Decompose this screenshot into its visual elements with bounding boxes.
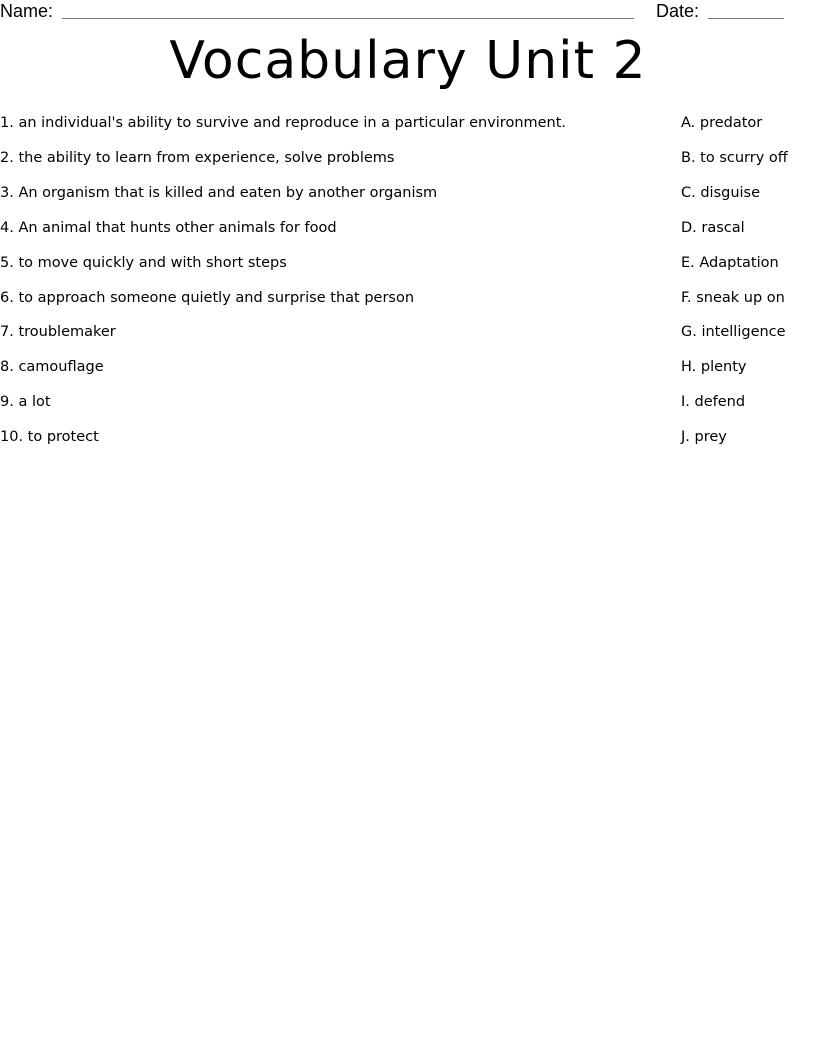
clue-item: 3. An organism that is killed and eaten by another organism [0,184,438,201]
clue-item: 9. a lot [0,394,51,411]
word-bank-item: C. disguise [681,184,761,201]
clue-item: 4. An animal that hunts other animals for food [0,219,337,236]
name-field[interactable] [62,18,634,19]
word-bank-item: H. plenty [681,359,747,376]
date-label: Date: [656,1,700,21]
name-label: Name: [0,1,54,21]
word-bank-item: E. Adaptation [681,254,779,271]
word-bank-item: G. intelligence [681,324,786,341]
word-bank-item: J. prey [681,429,727,446]
clue-item: 7. troublemaker [0,324,116,341]
clue-item: 6. to approach someone quietly and surprise that person [0,289,415,306]
word-bank-item: B. to scurry off [681,149,788,166]
date-field[interactable] [708,18,784,19]
page-title: Vocabulary Unit 2 [169,31,647,91]
clue-item: 5. to move quickly and with short steps [0,254,287,271]
clue-item: 2. the ability to learn from experience, solve problems [0,149,395,166]
word-bank-item: F. sneak up on [681,289,785,306]
clue-item: 10. to protect [0,429,99,446]
clue-item: 1. an individual's ability to survive and reproduce in a particular environment. [0,115,567,131]
clue-item: 8. camouflage [0,359,104,376]
word-bank-item: A. predator [681,115,763,131]
word-bank-item: D. rascal [681,219,745,236]
word-bank-item: I. defend [681,394,746,411]
